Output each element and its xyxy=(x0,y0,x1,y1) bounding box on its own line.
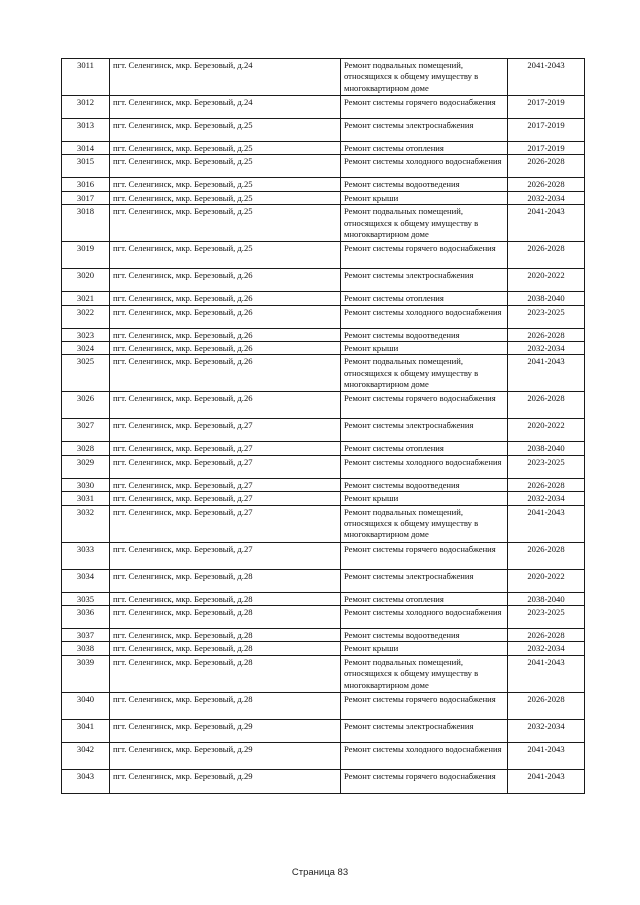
table-body xyxy=(62,59,585,794)
table-row xyxy=(62,442,585,455)
table-row xyxy=(62,692,585,719)
row-work-type: Ремонт системы электроснабжения xyxy=(341,569,508,592)
row-address: пгт. Селенгинск, мкр. Березовый, д.28 xyxy=(110,629,341,642)
table-row xyxy=(62,742,585,769)
row-number: 3029 xyxy=(62,455,110,478)
row-work-type: Ремонт системы горячего водоснабжения xyxy=(341,542,508,569)
row-work-type: Ремонт подвальных помещений, относящихся к общему имуществу в многоквартирном доме xyxy=(341,655,508,692)
row-work-type: Ремонт подвальных помещений, относящихся к общему имуществу в многоквартирном доме xyxy=(341,355,508,392)
row-work-type: Ремонт системы горячего водоснабжения xyxy=(341,242,508,269)
row-work-type: Ремонт системы водоотведения xyxy=(341,478,508,491)
row-address: пгт. Селенгинск, мкр. Березовый, д.24 xyxy=(110,96,341,119)
row-period: 2020-2022 xyxy=(508,269,585,292)
repair-schedule-table xyxy=(61,58,585,794)
row-number: 3016 xyxy=(62,178,110,191)
row-address: пгт. Селенгинск, мкр. Березовый, д.25 xyxy=(110,142,341,155)
row-address: пгт. Селенгинск, мкр. Березовый, д.27 xyxy=(110,478,341,491)
table-row xyxy=(62,305,585,328)
table-row xyxy=(62,455,585,478)
row-number: 3014 xyxy=(62,142,110,155)
row-number: 3025 xyxy=(62,355,110,392)
row-address: пгт. Селенгинск, мкр. Березовый, д.26 xyxy=(110,269,341,292)
row-address: пгт. Селенгинск, мкр. Березовый, д.29 xyxy=(110,742,341,769)
row-address: пгт. Селенгинск, мкр. Березовый, д.27 xyxy=(110,542,341,569)
table-row xyxy=(62,592,585,605)
table-row xyxy=(62,542,585,569)
row-period: 2026-2028 xyxy=(508,178,585,191)
row-number: 3035 xyxy=(62,592,110,605)
row-work-type: Ремонт крыши xyxy=(341,191,508,204)
row-address: пгт. Селенгинск, мкр. Березовый, д.27 xyxy=(110,505,341,542)
row-period: 2038-2040 xyxy=(508,442,585,455)
row-address: пгт. Селенгинск, мкр. Березовый, д.24 xyxy=(110,59,341,96)
row-number: 3041 xyxy=(62,719,110,742)
table-row xyxy=(62,328,585,341)
row-number: 3018 xyxy=(62,205,110,242)
table-row xyxy=(62,242,585,269)
row-period: 2032-2034 xyxy=(508,342,585,355)
row-work-type: Ремонт системы холодного водоснабжения xyxy=(341,305,508,328)
row-period: 2020-2022 xyxy=(508,419,585,442)
row-number: 3021 xyxy=(62,292,110,305)
row-address: пгт. Селенгинск, мкр. Березовый, д.29 xyxy=(110,769,341,793)
row-period: 2026-2028 xyxy=(508,392,585,419)
row-period: 2017-2019 xyxy=(508,119,585,142)
row-work-type: Ремонт системы горячего водоснабжения xyxy=(341,692,508,719)
row-address: пгт. Селенгинск, мкр. Березовый, д.29 xyxy=(110,719,341,742)
page-number: Страница 83 xyxy=(291,867,349,878)
row-address: пгт. Селенгинск, мкр. Березовый, д.28 xyxy=(110,655,341,692)
row-number: 3020 xyxy=(62,269,110,292)
row-period: 2017-2019 xyxy=(508,96,585,119)
table-row xyxy=(62,119,585,142)
row-number: 3030 xyxy=(62,478,110,491)
row-number: 3039 xyxy=(62,655,110,692)
row-work-type: Ремонт системы водоотведения xyxy=(341,328,508,341)
row-address: пгт. Селенгинск, мкр. Березовый, д.26 xyxy=(110,392,341,419)
table-row xyxy=(62,96,585,119)
row-number: 3013 xyxy=(62,119,110,142)
row-work-type: Ремонт системы горячего водоснабжения xyxy=(341,769,508,793)
row-number: 3036 xyxy=(62,606,110,629)
row-period: 2038-2040 xyxy=(508,292,585,305)
row-work-type: Ремонт подвальных помещений, относящихся к общему имуществу в многоквартирном доме xyxy=(341,505,508,542)
row-period: 2032-2034 xyxy=(508,191,585,204)
row-period: 2041-2043 xyxy=(508,655,585,692)
row-work-type: Ремонт системы холодного водоснабжения xyxy=(341,606,508,629)
row-period: 2017-2019 xyxy=(508,142,585,155)
row-period: 2041-2043 xyxy=(508,742,585,769)
row-number: 3040 xyxy=(62,692,110,719)
row-number: 3043 xyxy=(62,769,110,793)
row-work-type: Ремонт системы водоотведения xyxy=(341,178,508,191)
row-number: 3028 xyxy=(62,442,110,455)
row-work-type: Ремонт крыши xyxy=(341,642,508,655)
row-address: пгт. Селенгинск, мкр. Березовый, д.28 xyxy=(110,642,341,655)
row-work-type: Ремонт системы электроснабжения xyxy=(341,269,508,292)
row-address: пгт. Селенгинск, мкр. Березовый, д.27 xyxy=(110,419,341,442)
table-row xyxy=(62,629,585,642)
row-address: пгт. Селенгинск, мкр. Березовый, д.27 xyxy=(110,455,341,478)
row-work-type: Ремонт крыши xyxy=(341,492,508,505)
row-number: 3031 xyxy=(62,492,110,505)
row-period: 2020-2022 xyxy=(508,569,585,592)
row-number: 3032 xyxy=(62,505,110,542)
row-work-type: Ремонт крыши xyxy=(341,342,508,355)
row-work-type: Ремонт системы электроснабжения xyxy=(341,119,508,142)
row-number: 3024 xyxy=(62,342,110,355)
table-row xyxy=(62,719,585,742)
table-row xyxy=(62,59,585,96)
row-period: 2023-2025 xyxy=(508,606,585,629)
row-number: 3033 xyxy=(62,542,110,569)
row-work-type: Ремонт системы холодного водоснабжения xyxy=(341,742,508,769)
row-period: 2032-2034 xyxy=(508,642,585,655)
table-row xyxy=(62,492,585,505)
table-row xyxy=(62,419,585,442)
row-address: пгт. Селенгинск, мкр. Березовый, д.28 xyxy=(110,569,341,592)
row-number: 3015 xyxy=(62,155,110,178)
row-number: 3022 xyxy=(62,305,110,328)
row-number: 3026 xyxy=(62,392,110,419)
table-row xyxy=(62,392,585,419)
row-period: 2026-2028 xyxy=(508,629,585,642)
row-address: пгт. Селенгинск, мкр. Березовый, д.26 xyxy=(110,305,341,328)
row-number: 3023 xyxy=(62,328,110,341)
table-row xyxy=(62,505,585,542)
row-address: пгт. Селенгинск, мкр. Березовый, д.28 xyxy=(110,592,341,605)
row-work-type: Ремонт системы отопления xyxy=(341,292,508,305)
row-period: 2041-2043 xyxy=(508,769,585,793)
row-address: пгт. Селенгинск, мкр. Березовый, д.25 xyxy=(110,155,341,178)
table-row xyxy=(62,269,585,292)
row-number: 3037 xyxy=(62,629,110,642)
row-work-type: Ремонт системы электроснабжения xyxy=(341,419,508,442)
row-number: 3027 xyxy=(62,419,110,442)
row-number: 3038 xyxy=(62,642,110,655)
row-period: 2041-2043 xyxy=(508,505,585,542)
row-work-type: Ремонт системы холодного водоснабжения xyxy=(341,155,508,178)
table-row xyxy=(62,205,585,242)
row-number: 3012 xyxy=(62,96,110,119)
row-period: 2041-2043 xyxy=(508,59,585,96)
row-address: пгт. Селенгинск, мкр. Березовый, д.27 xyxy=(110,492,341,505)
row-number: 3017 xyxy=(62,191,110,204)
row-period: 2026-2028 xyxy=(508,542,585,569)
row-period: 2038-2040 xyxy=(508,592,585,605)
table-row xyxy=(62,191,585,204)
row-work-type: Ремонт системы горячего водоснабжения xyxy=(341,392,508,419)
row-work-type: Ремонт системы электроснабжения xyxy=(341,719,508,742)
row-address: пгт. Селенгинск, мкр. Березовый, д.28 xyxy=(110,692,341,719)
row-period: 2041-2043 xyxy=(508,205,585,242)
table-row xyxy=(62,655,585,692)
row-number: 3011 xyxy=(62,59,110,96)
row-work-type: Ремонт системы отопления xyxy=(341,592,508,605)
table-row xyxy=(62,178,585,191)
row-period: 2023-2025 xyxy=(508,455,585,478)
row-number: 3019 xyxy=(62,242,110,269)
table-row xyxy=(62,355,585,392)
row-address: пгт. Селенгинск, мкр. Березовый, д.27 xyxy=(110,442,341,455)
table-row xyxy=(62,642,585,655)
row-period: 2026-2028 xyxy=(508,692,585,719)
table-row xyxy=(62,478,585,491)
row-address: пгт. Селенгинск, мкр. Березовый, д.26 xyxy=(110,355,341,392)
row-address: пгт. Селенгинск, мкр. Березовый, д.25 xyxy=(110,119,341,142)
row-period: 2026-2028 xyxy=(508,242,585,269)
row-period: 2026-2028 xyxy=(508,328,585,341)
table-row xyxy=(62,155,585,178)
row-address: пгт. Селенгинск, мкр. Березовый, д.26 xyxy=(110,328,341,341)
table-row xyxy=(62,606,585,629)
row-number: 3042 xyxy=(62,742,110,769)
table-row xyxy=(62,142,585,155)
row-number: 3034 xyxy=(62,569,110,592)
row-work-type: Ремонт подвальных помещений, относящихся к общему имуществу в многоквартирном доме xyxy=(341,59,508,96)
row-address: пгт. Селенгинск, мкр. Березовый, д.26 xyxy=(110,342,341,355)
row-work-type: Ремонт системы отопления xyxy=(341,142,508,155)
row-period: 2032-2034 xyxy=(508,492,585,505)
table-row xyxy=(62,342,585,355)
row-address: пгт. Селенгинск, мкр. Березовый, д.28 xyxy=(110,606,341,629)
row-work-type: Ремонт системы горячего водоснабжения xyxy=(341,96,508,119)
row-period: 2026-2028 xyxy=(508,478,585,491)
table-row xyxy=(62,569,585,592)
row-work-type: Ремонт системы холодного водоснабжения xyxy=(341,455,508,478)
row-period: 2026-2028 xyxy=(508,155,585,178)
row-work-type: Ремонт системы отопления xyxy=(341,442,508,455)
row-address: пгт. Селенгинск, мкр. Березовый, д.26 xyxy=(110,292,341,305)
row-address: пгт. Селенгинск, мкр. Березовый, д.25 xyxy=(110,178,341,191)
table-row xyxy=(62,769,585,793)
row-work-type: Ремонт подвальных помещений, относящихся к общему имуществу в многоквартирном доме xyxy=(341,205,508,242)
row-address: пгт. Селенгинск, мкр. Березовый, д.25 xyxy=(110,205,341,242)
table-row xyxy=(62,292,585,305)
row-address: пгт. Селенгинск, мкр. Березовый, д.25 xyxy=(110,242,341,269)
row-work-type: Ремонт системы водоотведения xyxy=(341,629,508,642)
row-period: 2023-2025 xyxy=(508,305,585,328)
row-period: 2041-2043 xyxy=(508,355,585,392)
row-period: 2032-2034 xyxy=(508,719,585,742)
row-address: пгт. Селенгинск, мкр. Березовый, д.25 xyxy=(110,191,341,204)
